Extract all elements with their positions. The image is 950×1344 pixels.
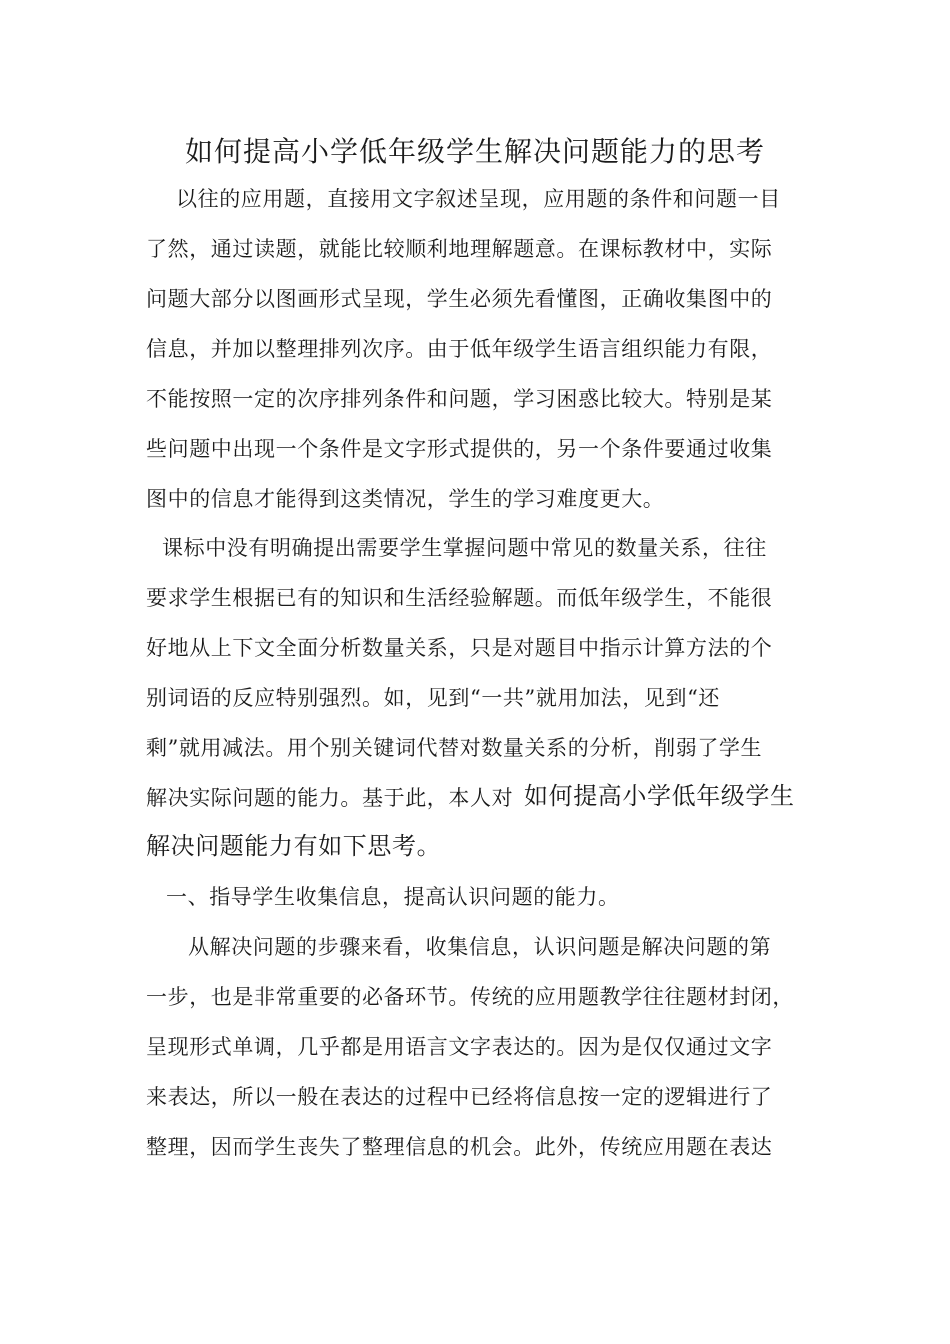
paragraph-line: 整理，因而学生丧失了整理信息的机会。此外，传统应用题在表达 <box>146 1135 773 1159</box>
document-title: 如何提高小学低年级学生解决问题能力的思考 <box>184 135 765 168</box>
paragraph-line: 解决实际问题的能力。基于此，本人对 <box>146 786 514 810</box>
paragraph-line: 来表达，所以一般在表达的过程中已经将信息按一定的逻辑进行了 <box>146 1085 773 1109</box>
section-heading: 一、指导学生收集信息，提高认识问题的能力。 <box>166 885 620 909</box>
paragraph-line: 从解决问题的步骤来看，收集信息，认识问题是解决问题的第 <box>188 935 772 959</box>
paragraph-line: 图中的信息才能得到这类情况，学生的学习难度更大。 <box>146 487 665 511</box>
paragraph-line: 问题大部分以图画形式呈现，学生必须先看懂图，正确收集图中的 <box>146 287 773 311</box>
paragraph-line: 别词语的反应特别强烈。如，见到“一共”就用加法，见到“还 <box>146 686 721 710</box>
paragraph-line: 课标中没有明确提出需要学生掌握问题中常见的数量关系，往往 <box>162 536 767 560</box>
paragraph-line: 信息，并加以整理排列次序。由于低年级学生语言组织能力有限， <box>146 337 773 361</box>
paragraph-line: 剩”就用减法。用个别关键词代替对数量关系的分析，削弱了学生 <box>146 736 763 760</box>
paragraph-line: 一步，也是非常重要的必备环节。传统的应用题教学往往题材封闭， <box>146 985 794 1009</box>
paragraph-line: 以往的应用题，直接用文字叙述呈现，应用题的条件和问题一目 <box>176 187 781 211</box>
paragraph-line-emphasis: 解决问题能力有如下思考。 <box>146 832 442 860</box>
paragraph-line: 不能按照一定的次序排列条件和问题，学习困惑比较大。特别是某 <box>146 387 773 411</box>
paragraph-line: 了然，通过读题，就能比较顺利地理解题意。在课标教材中，实际 <box>146 237 773 261</box>
paragraph-line: 要求学生根据已有的知识和生活经验解题。而低年级学生，不能很 <box>146 586 773 610</box>
paragraph-line: 些问题中出现一个条件是文字形式提供的，另一个条件要通过收集 <box>146 437 773 461</box>
paragraph-line-emphasis: 如何提高小学低年级学生 <box>524 782 795 810</box>
paragraph-line: 好地从上下文全面分析数量关系，只是对题目中指示计算方法的个 <box>146 636 773 660</box>
paragraph-line: 呈现形式单调，几乎都是用语言文字表达的。因为是仅仅通过文字 <box>146 1035 773 1059</box>
